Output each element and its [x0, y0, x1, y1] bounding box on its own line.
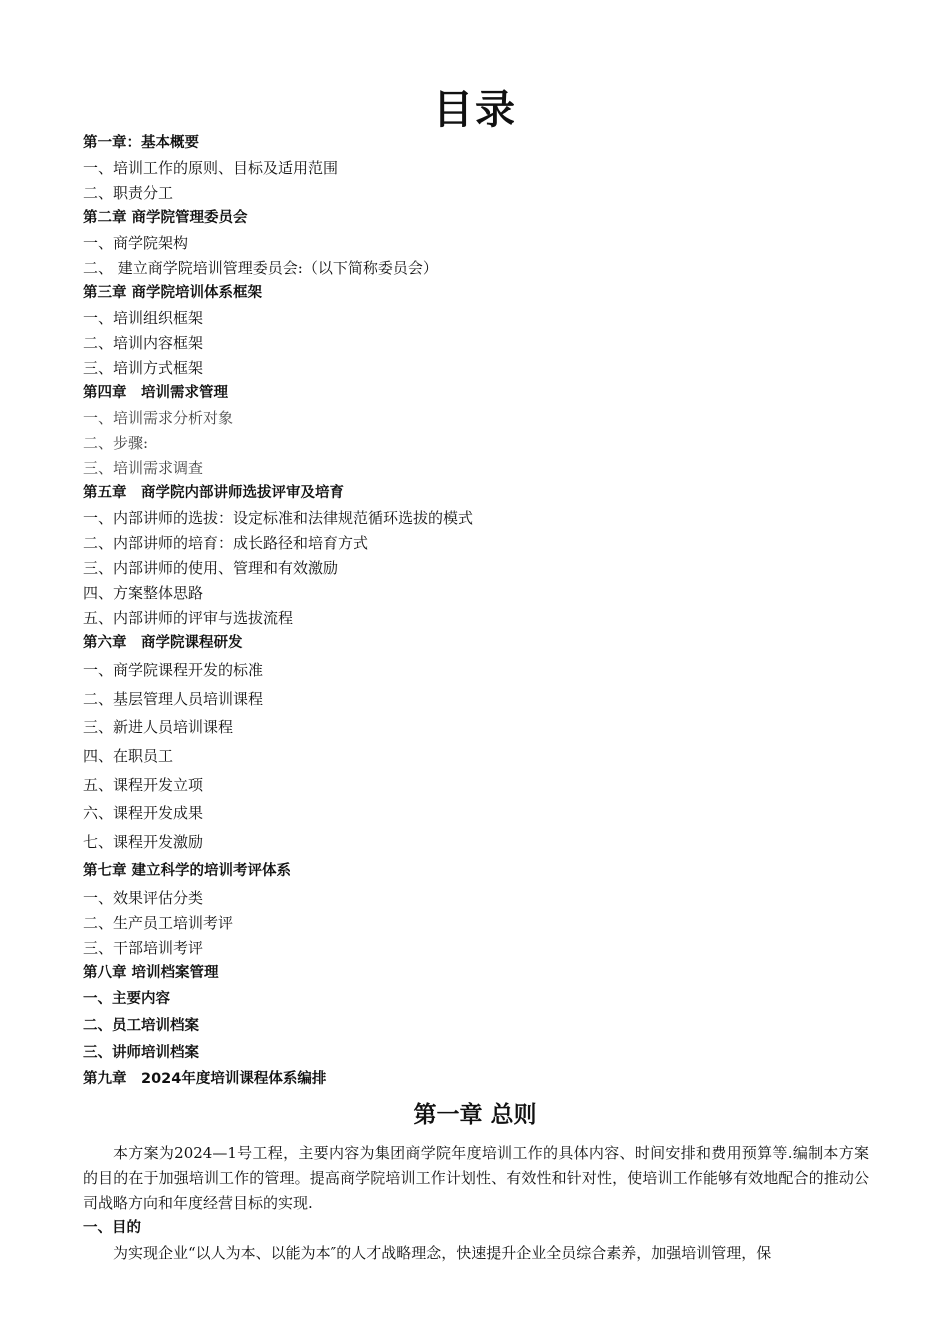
section-heading: 一、目的 — [83, 1220, 141, 1236]
toc-section-entry: 一、培训组织框架 — [83, 309, 204, 327]
toc-section-entry: 二、基层管理人员培训课程 — [83, 689, 264, 708]
toc-chapter-entry: 第八章 培训档案管理 — [83, 964, 219, 981]
toc-chapter-entry: 第三章 商学院培训体系框架 — [83, 285, 263, 301]
toc-section-entry: 六、课程开发成果 — [83, 804, 204, 823]
toc-section-entry: 一、商学院架构 — [83, 234, 189, 252]
toc-section-entry: 一、内部讲师的选拔：设定标准和法律规范循环选拔的模式 — [83, 509, 474, 527]
toc-section-entry: 二、生产员工培训考评 — [83, 913, 234, 932]
toc-section-entry: 二、培训内容框架 — [83, 334, 204, 352]
toc-section-entry: 五、课程开发立项 — [83, 775, 204, 794]
toc-section-entry: 二、员工培训档案 — [83, 1017, 199, 1034]
toc-section-entry: 一、主要内容 — [83, 990, 170, 1007]
toc-section-entry: 三、培训方式框架 — [83, 359, 204, 377]
toc-section-entry: 三、培训需求调查 — [83, 459, 204, 477]
toc-chapter-entry: 第二章 商学院管理委员会 — [83, 210, 248, 226]
toc-section-entry: 三、内部讲师的使用、管理和有效激励 — [83, 559, 339, 577]
intro-paragraph: 本方案为2024—1号工程，主要内容为集团商学院年度培训工作的具体内容、时间安排和费用预算等.编制本方案的目的在于加强培训工作的管理。提高商学院培训工作计划性、有效性和针对性，使培训工作能够有效地配合的推动公司战略方向和年度经营目标的实现. — [83, 1144, 869, 1212]
toc-chapter-entry: 第四章 培训需求管理 — [83, 385, 228, 401]
section-paragraph: 为实现企业“以人为本、以能为本″的人才战略理念，快速提升企业全员综合素养，加强培训管理，保 — [113, 1244, 772, 1262]
toc-section-entry: 五、内部讲师的评审与选拔流程 — [83, 609, 294, 627]
toc-section-entry: 三、讲师培训档案 — [83, 1044, 199, 1061]
toc-section-entry: 一、商学院课程开发的标准 — [83, 661, 264, 679]
toc-section-entry: 四、方案整体思路 — [83, 584, 204, 602]
toc-section-entry: 二、步骤: — [83, 434, 149, 452]
toc-section-entry: 二、内部讲师的培育：成长路径和培育方式 — [83, 534, 369, 552]
toc-section-entry: 三、干部培训考评 — [83, 938, 204, 957]
chapter-heading: 第一章 总则 — [413, 1102, 537, 1128]
toc-section-entry: 七、课程开发激励 — [83, 833, 204, 852]
toc-section-entry: 一、培训工作的原则、目标及适用范围 — [83, 159, 339, 177]
toc-chapter-entry: 第五章 商学院内部讲师选拔评审及培育 — [83, 485, 344, 501]
toc-chapter-entry: 第六章 商学院课程研发 — [83, 635, 243, 651]
toc-section-entry: 二、职责分工 — [83, 184, 174, 202]
toc-section-entry: 三、新进人员培训课程 — [83, 718, 234, 737]
toc-section-entry: 一、效果评估分类 — [83, 888, 204, 907]
toc-chapter-entry: 第一章：基本概要 — [83, 135, 199, 151]
toc-section-entry: 二、 建立商学院培训管理委员会:（以下简称委员会） — [83, 259, 438, 277]
toc-section-entry: 四、在职员工 — [83, 747, 174, 766]
toc-chapter-entry: 第七章 建立科学的培训考评体系 — [83, 862, 292, 879]
toc-title: 目录 — [433, 87, 517, 133]
table-of-contents — [83, 131, 883, 1092]
toc-chapter-entry: 第九章 2024年度培训课程体系编排 — [83, 1070, 327, 1087]
toc-section-entry: 一、培训需求分析对象 — [83, 409, 234, 427]
